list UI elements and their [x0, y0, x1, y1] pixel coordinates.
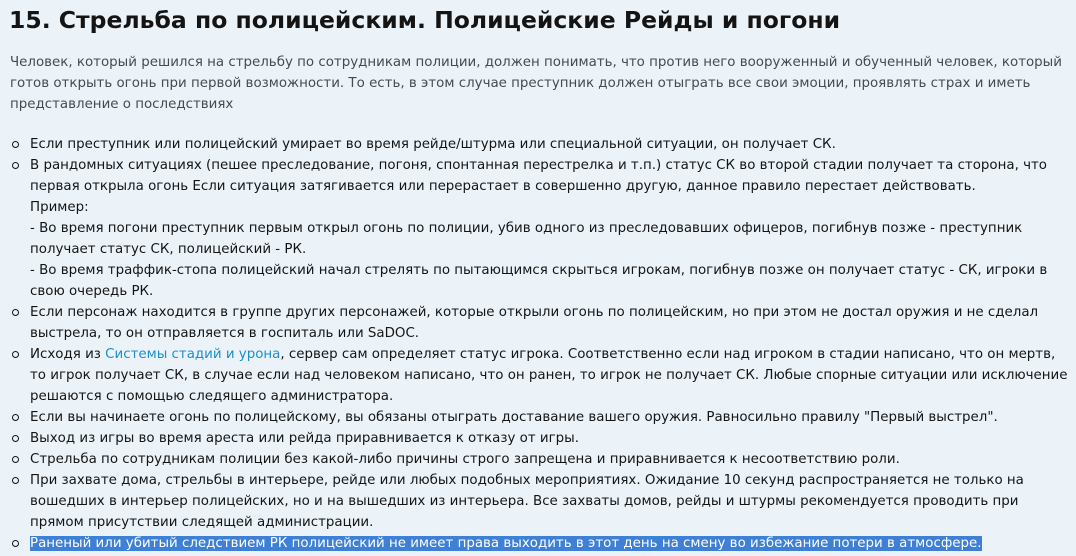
section-heading: 15. Стрельба по полицейским. Полицейские Рейды и погони	[9, 6, 841, 34]
rule-item	[10, 302, 1068, 344]
rule-text: Стрельба по сотрудникам полиции без какой-либо причины строго запрещена и приравнивается к несоответствию роли.	[30, 452, 900, 467]
bullet-icon	[12, 162, 19, 169]
rule-item	[10, 155, 1068, 302]
rules-list	[10, 134, 1068, 554]
bullet-icon	[12, 141, 19, 148]
rule-item	[10, 428, 1068, 449]
rule-item	[10, 449, 1068, 470]
bullet-icon	[12, 477, 19, 484]
rule-text: В рандомных ситуациях (пешее преследование, погоня, спонтанная перестрелка и т.п.) статус СК во второй стадии получает та сторона, что первая открыла огонь Если ситуация затягивается или перерастает в совершенно другую, данное правило перестает действовать.	[30, 158, 1047, 194]
rule-text: При захвате дома, стрельбы в интерьере, рейде или любых подобных мероприятиях. Ожидание 10 секунд распространяется не только на вошедших в интерьер полицейских, но и на вышедших из интерьера. Все захваты домов, рейды и штурмы рекомендуется проводить при прямом присутствии следящей администрации.	[30, 473, 1024, 530]
rule-text: Если персонаж находится в группе других персонажей, которые открыли огонь по полицейским, но при этом не достал оружия и не сделал выстрела, то он отправляется в госпиталь или SaDOC.	[30, 305, 1039, 341]
rule-item	[10, 533, 1068, 554]
example-line: - Во время траффик-стопа полицейский начал стрелять по пытающимся скрыться игрокам, погибнув позже он получает статус - СК, игроки в свою очередь РК.	[30, 263, 1048, 299]
rule-text: Если вы начинаете огонь по полицейскому, вы обязаны отыграть доставание вашего оружия. Равносильно правилу "Первый выстрел".	[30, 410, 998, 425]
rule-text: Если преступник или полицейский умирает во время рейде/штурма или специальной ситуации, он получает СК.	[30, 137, 836, 152]
bullet-icon	[12, 456, 19, 463]
rule-item	[10, 134, 1068, 155]
damage-system-link[interactable]: Системы стадий и урона	[105, 347, 281, 362]
rule-text-after-link: , сервер сам определяет статус игрока. Соответственно если над игроком в стадии написано, что он мертв, то игрок получает СК, в случае если над человеком написано, что он ранен, то игрок не получает СК. Любые спорные ситуации или исключение решаются с помощью следящего администратора.	[30, 347, 1068, 404]
example-line: - Во время погони преступник первым открыл огонь по полиции, убив одного из преследовавших офицеров, погибнув позже - преступник получает статус СК, полицейский - РК.	[30, 221, 1023, 257]
rule-item	[10, 344, 1068, 407]
rule-item	[10, 470, 1068, 533]
bullet-icon	[12, 414, 19, 421]
rule-text-before-link: Исходя из	[30, 347, 106, 362]
bullet-icon	[12, 309, 19, 316]
rule-text: Выход из игры во время ареста или рейда приравнивается к отказу от игры.	[30, 431, 579, 446]
selected-rule-text[interactable]: Раненый или убитый следствием РК полицейский не имеет права выходить в этот день на смену во избежание потери в атмосфере.	[30, 536, 982, 551]
example-label: Пример:	[30, 200, 89, 215]
bullet-icon	[12, 435, 19, 442]
intro-paragraph: Человек, который решился на стрельбу по сотрудникам полиции, должен понимать, что против него вооруженный и обученный человек, который готов открыть огонь при первой возможности. То есть, в этом случае преступник должен отыграть все свои эмоции, проявлять страх и иметь представление о последствиях	[10, 55, 1062, 112]
rule-item	[10, 407, 1068, 428]
bullet-icon	[12, 540, 19, 547]
bullet-icon	[12, 351, 19, 358]
